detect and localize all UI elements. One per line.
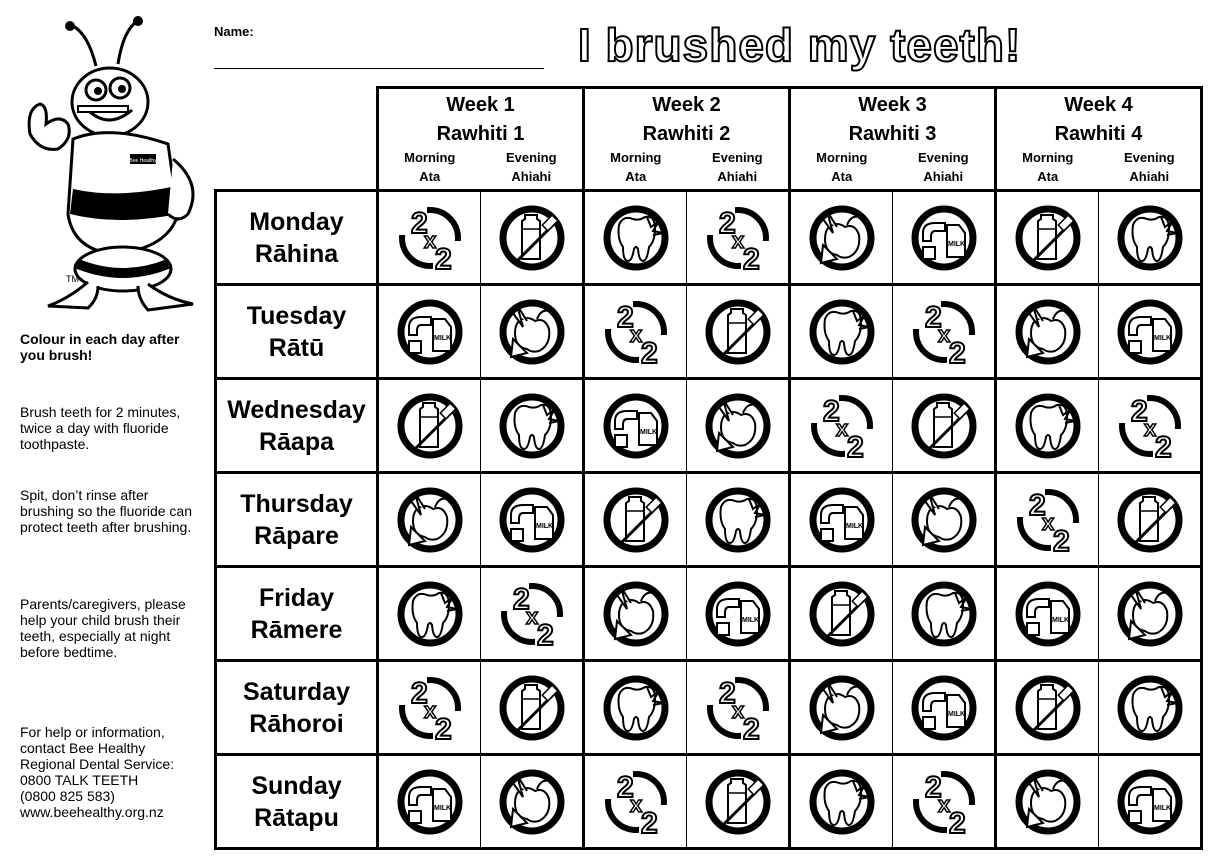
svg-text:x: x	[937, 321, 950, 347]
colour-in-cell[interactable]	[996, 755, 1099, 849]
svg-text:x: x	[937, 791, 950, 817]
two-x-two-icon	[395, 203, 465, 273]
colour-in-cell[interactable]	[996, 661, 1099, 755]
tap-milk-icon	[601, 391, 671, 461]
svg-text:x: x	[1143, 415, 1156, 441]
svg-text:2: 2	[1154, 430, 1172, 461]
tooth-icon	[703, 485, 773, 555]
colour-in-cell[interactable]	[1099, 379, 1202, 473]
colour-in-cell[interactable]	[790, 473, 893, 567]
apple-cheese-icon	[497, 297, 567, 367]
colour-in-cell[interactable]	[687, 661, 790, 755]
instruction-spit: Spit, don’t rinse after brushing so the fluoride can protect teeth after brushing.	[20, 487, 192, 535]
tap-milk-icon	[1115, 767, 1185, 837]
svg-text:MILK: MILK	[845, 522, 863, 530]
colour-in-cell[interactable]	[790, 379, 893, 473]
svg-text:MILK: MILK	[741, 616, 759, 624]
contact-line: Regional Dental Service:	[20, 756, 175, 772]
contact-line: contact Bee Healthy	[20, 740, 146, 756]
instruction-brush-duration: Brush teeth for 2 minutes, twice a day with fluoride toothpaste.	[20, 404, 181, 452]
svg-text:x: x	[629, 321, 642, 347]
colour-in-cell[interactable]	[790, 191, 893, 285]
colour-in-cell[interactable]	[790, 661, 893, 755]
day-row	[216, 473, 1202, 567]
tap-milk-icon	[807, 485, 877, 555]
mascot-shirt-badge: Bee Healthy	[129, 158, 157, 164]
colour-in-cell[interactable]	[584, 285, 687, 379]
apple-cheese-icon	[807, 203, 877, 273]
day-row	[216, 755, 1202, 849]
svg-text:x: x	[629, 791, 642, 817]
day-name-english: Friday	[258, 583, 335, 612]
tooth-icon	[807, 767, 877, 837]
svg-text:x: x	[731, 697, 744, 723]
svg-text:2: 2	[434, 242, 452, 273]
colour-in-cell[interactable]	[687, 755, 790, 849]
day-label-cell	[216, 285, 378, 379]
week-title: Week 2	[652, 94, 721, 116]
header-blank	[216, 88, 378, 191]
evening-maori: Ahiahi	[511, 169, 552, 184]
svg-text:x: x	[423, 697, 436, 723]
colour-in-cell[interactable]	[1099, 191, 1202, 285]
morning-maori: Ata	[625, 169, 647, 184]
svg-text:2: 2	[948, 336, 966, 367]
svg-text:MILK: MILK	[1153, 804, 1171, 812]
colour-in-cell[interactable]	[481, 755, 584, 849]
two-x-two-icon	[497, 579, 567, 649]
contact-phone-number: (0800 825 583)	[20, 788, 115, 804]
colour-in-cell[interactable]	[687, 191, 790, 285]
brushing-chart	[214, 86, 1203, 850]
colour-in-cell[interactable]	[790, 567, 893, 661]
evening-maori: Ahiahi	[1129, 169, 1170, 184]
svg-text:2: 2	[846, 430, 864, 461]
name-write-line[interactable]	[214, 68, 544, 69]
morning-maori: Ata	[419, 169, 441, 184]
colour-in-cell[interactable]	[687, 379, 790, 473]
week-maori: Rawhiti 2	[642, 123, 731, 145]
colour-in-cell[interactable]	[584, 755, 687, 849]
colour-in-cell[interactable]	[584, 567, 687, 661]
svg-text:2: 2	[924, 770, 942, 804]
day-name-maori: Rāmere	[250, 615, 343, 644]
apple-cheese-icon	[601, 579, 671, 649]
day-label-cell	[216, 755, 378, 849]
colour-in-cell[interactable]	[481, 285, 584, 379]
colour-in-cell[interactable]	[1099, 285, 1202, 379]
svg-text:2: 2	[1052, 524, 1070, 555]
colour-in-cell[interactable]	[584, 473, 687, 567]
colour-in-cell[interactable]	[481, 191, 584, 285]
tap-milk-icon	[497, 485, 567, 555]
apple-cheese-icon	[1013, 767, 1083, 837]
svg-text:2: 2	[616, 300, 634, 334]
colour-in-cell[interactable]	[1099, 755, 1202, 849]
tooth-icon	[909, 579, 979, 649]
day-name-maori: Rātū	[268, 333, 325, 362]
colour-in-cell[interactable]	[1099, 473, 1202, 567]
name-label: Name:	[214, 24, 254, 39]
colour-in-cell[interactable]	[378, 567, 481, 661]
toothpaste-icon	[395, 391, 465, 461]
day-name-english: Tuesday	[246, 301, 347, 330]
toothpaste-icon	[601, 485, 671, 555]
tap-milk-icon	[395, 767, 465, 837]
tap-milk-icon	[1115, 297, 1185, 367]
colour-in-cell[interactable]	[687, 567, 790, 661]
morning-label: Morning	[816, 150, 868, 165]
colour-in-cell[interactable]	[378, 661, 481, 755]
day-row	[216, 661, 1202, 755]
tap-milk-icon	[395, 297, 465, 367]
week-3-header	[790, 88, 996, 191]
apple-cheese-icon	[909, 485, 979, 555]
colour-in-cell[interactable]	[893, 567, 996, 661]
colour-in-cell[interactable]	[584, 191, 687, 285]
svg-text:2: 2	[512, 582, 530, 616]
evening-label: Evening	[1123, 150, 1175, 165]
evening-label: Evening	[711, 150, 763, 165]
day-name-maori: Rāpare	[254, 521, 339, 550]
colour-in-cell[interactable]	[893, 473, 996, 567]
toothpaste-icon	[497, 673, 567, 743]
day-label-cell	[216, 567, 378, 661]
tap-milk-icon	[909, 673, 979, 743]
two-x-two-icon	[703, 673, 773, 743]
colour-in-cell[interactable]	[790, 755, 893, 849]
colour-in-cell[interactable]	[1099, 567, 1202, 661]
apple-cheese-icon	[1115, 579, 1185, 649]
svg-text:MILK: MILK	[947, 240, 965, 248]
week-1-header	[378, 88, 584, 191]
tap-milk-icon	[1013, 579, 1083, 649]
week-4-header	[996, 88, 1202, 191]
evening-label: Evening	[917, 150, 969, 165]
morning-label: Morning	[404, 150, 456, 165]
colour-in-cell[interactable]	[996, 285, 1099, 379]
tooth-icon	[395, 579, 465, 649]
day-row	[216, 191, 1202, 285]
apple-cheese-icon	[497, 767, 567, 837]
two-x-two-icon	[703, 203, 773, 273]
toothpaste-icon	[807, 579, 877, 649]
colour-in-cell[interactable]	[481, 473, 584, 567]
svg-text:MILK: MILK	[535, 522, 553, 530]
week-2-header	[584, 88, 790, 191]
svg-text:2: 2	[924, 300, 942, 334]
contact-line: For help or information,	[20, 724, 165, 740]
svg-text:2: 2	[718, 206, 736, 240]
toothpaste-icon	[1013, 203, 1083, 273]
day-row	[216, 285, 1202, 379]
colour-in-cell[interactable]	[378, 191, 481, 285]
day-name-english: Wednesday	[227, 395, 366, 424]
week-maori: Rawhiti 3	[848, 123, 937, 145]
svg-text:x: x	[731, 227, 744, 253]
tooth-icon	[601, 673, 671, 743]
colour-in-cell[interactable]	[996, 191, 1099, 285]
two-x-two-icon	[601, 767, 671, 837]
svg-text:x: x	[835, 415, 848, 441]
svg-text:2: 2	[742, 242, 760, 273]
colour-in-cell[interactable]	[996, 379, 1099, 473]
colour-in-cell[interactable]	[481, 379, 584, 473]
morning-maori: Ata	[831, 169, 853, 184]
morning-maori: Ata	[1037, 169, 1059, 184]
tooth-icon	[497, 391, 567, 461]
colour-in-cell[interactable]	[481, 661, 584, 755]
svg-text:2: 2	[640, 806, 658, 837]
svg-text:2: 2	[616, 770, 634, 804]
instruction-heading: Colour in each day after you brush!	[20, 331, 180, 363]
day-name-maori: Rāhoroi	[249, 709, 344, 738]
colour-in-cell[interactable]	[481, 567, 584, 661]
day-name-english: Sunday	[251, 771, 342, 800]
apple-cheese-icon	[1013, 297, 1083, 367]
colour-in-cell[interactable]	[893, 379, 996, 473]
colour-in-cell[interactable]	[893, 755, 996, 849]
svg-text:MILK: MILK	[433, 334, 451, 342]
svg-text:MILK: MILK	[639, 428, 657, 436]
svg-text:2: 2	[434, 712, 452, 743]
two-x-two-icon	[909, 767, 979, 837]
tooth-icon	[1115, 203, 1185, 273]
colour-in-cell[interactable]	[687, 473, 790, 567]
toothpaste-icon	[1115, 485, 1185, 555]
two-x-two-icon	[1115, 391, 1185, 461]
colour-in-cell[interactable]	[893, 661, 996, 755]
tap-milk-icon	[909, 203, 979, 273]
day-label-cell	[216, 473, 378, 567]
toothpaste-icon	[1013, 673, 1083, 743]
colour-in-cell[interactable]	[996, 473, 1099, 567]
svg-text:2: 2	[948, 806, 966, 837]
svg-text:MILK: MILK	[1051, 616, 1069, 624]
contact-info	[20, 724, 205, 820]
tooth-icon	[1013, 391, 1083, 461]
colour-in-cell[interactable]	[378, 755, 481, 849]
week-header-row	[216, 88, 1202, 191]
svg-text:2: 2	[822, 394, 840, 428]
day-label-cell	[216, 191, 378, 285]
toothpaste-icon	[703, 767, 773, 837]
week-title: Week 4	[1064, 94, 1133, 116]
tooth-icon	[1115, 673, 1185, 743]
colour-in-cell[interactable]	[996, 567, 1099, 661]
svg-text:2: 2	[1130, 394, 1148, 428]
evening-maori: Ahiahi	[923, 169, 964, 184]
two-x-two-icon	[807, 391, 877, 461]
apple-cheese-icon	[395, 485, 465, 555]
day-name-english: Saturday	[243, 677, 350, 706]
day-name-english: Monday	[249, 207, 344, 236]
week-maori: Rawhiti 1	[436, 123, 525, 145]
day-name-maori: Rāapa	[258, 427, 335, 456]
svg-text:2: 2	[536, 618, 554, 649]
trademark: TM	[66, 274, 79, 284]
two-x-two-icon	[909, 297, 979, 367]
colour-in-cell[interactable]	[378, 473, 481, 567]
morning-label: Morning	[610, 150, 662, 165]
svg-text:MILK: MILK	[433, 804, 451, 812]
contact-website: www.beehealthy.org.nz	[20, 804, 164, 820]
week-title: Week 3	[858, 94, 927, 116]
evening-maori: Ahiahi	[717, 169, 758, 184]
toothpaste-icon	[497, 203, 567, 273]
two-x-two-icon	[1013, 485, 1083, 555]
svg-text:2: 2	[640, 336, 658, 367]
colour-in-cell[interactable]	[584, 661, 687, 755]
svg-text:MILK: MILK	[1153, 334, 1171, 342]
svg-text:x: x	[423, 227, 436, 253]
apple-cheese-icon	[807, 673, 877, 743]
svg-text:2: 2	[742, 712, 760, 743]
day-name-english: Thursday	[240, 489, 353, 518]
svg-text:x: x	[525, 603, 538, 629]
day-label-cell	[216, 379, 378, 473]
day-row	[216, 379, 1202, 473]
colour-in-cell[interactable]	[893, 285, 996, 379]
colour-in-cell[interactable]	[378, 285, 481, 379]
day-name-maori: Rātapu	[254, 803, 339, 832]
svg-text:2: 2	[718, 676, 736, 710]
week-title: Week 1	[446, 94, 515, 116]
colour-in-cell[interactable]	[893, 191, 996, 285]
two-x-two-icon	[395, 673, 465, 743]
svg-text:2: 2	[410, 206, 428, 240]
morning-label: Morning	[1022, 150, 1074, 165]
svg-text:2: 2	[1028, 488, 1046, 522]
page-title: I brushed my teeth!	[578, 19, 1022, 71]
week-maori: Rawhiti 4	[1054, 123, 1143, 145]
evening-label: Evening	[505, 150, 557, 165]
day-name-maori: Rāhina	[254, 239, 339, 268]
tooth-icon	[807, 297, 877, 367]
colour-in-cell[interactable]	[378, 379, 481, 473]
svg-text:x: x	[1041, 509, 1054, 535]
colour-in-cell[interactable]	[1099, 661, 1202, 755]
tap-milk-icon	[703, 579, 773, 649]
bee-mascot-illustration	[18, 14, 208, 314]
contact-phone: 0800 TALK TEETH	[20, 772, 139, 788]
colour-in-cell[interactable]	[584, 379, 687, 473]
svg-text:MILK: MILK	[947, 710, 965, 718]
toothpaste-icon	[703, 297, 773, 367]
tooth-icon	[601, 203, 671, 273]
day-label-cell	[216, 661, 378, 755]
apple-cheese-icon	[703, 391, 773, 461]
toothpaste-icon	[909, 391, 979, 461]
two-x-two-icon	[601, 297, 671, 367]
colour-in-cell[interactable]	[687, 285, 790, 379]
day-row	[216, 567, 1202, 661]
colour-in-cell[interactable]	[790, 285, 893, 379]
svg-text:2: 2	[410, 676, 428, 710]
instruction-parents: Parents/caregivers, please help your child brush their teeth, especially at night before bedtime.	[20, 596, 186, 660]
